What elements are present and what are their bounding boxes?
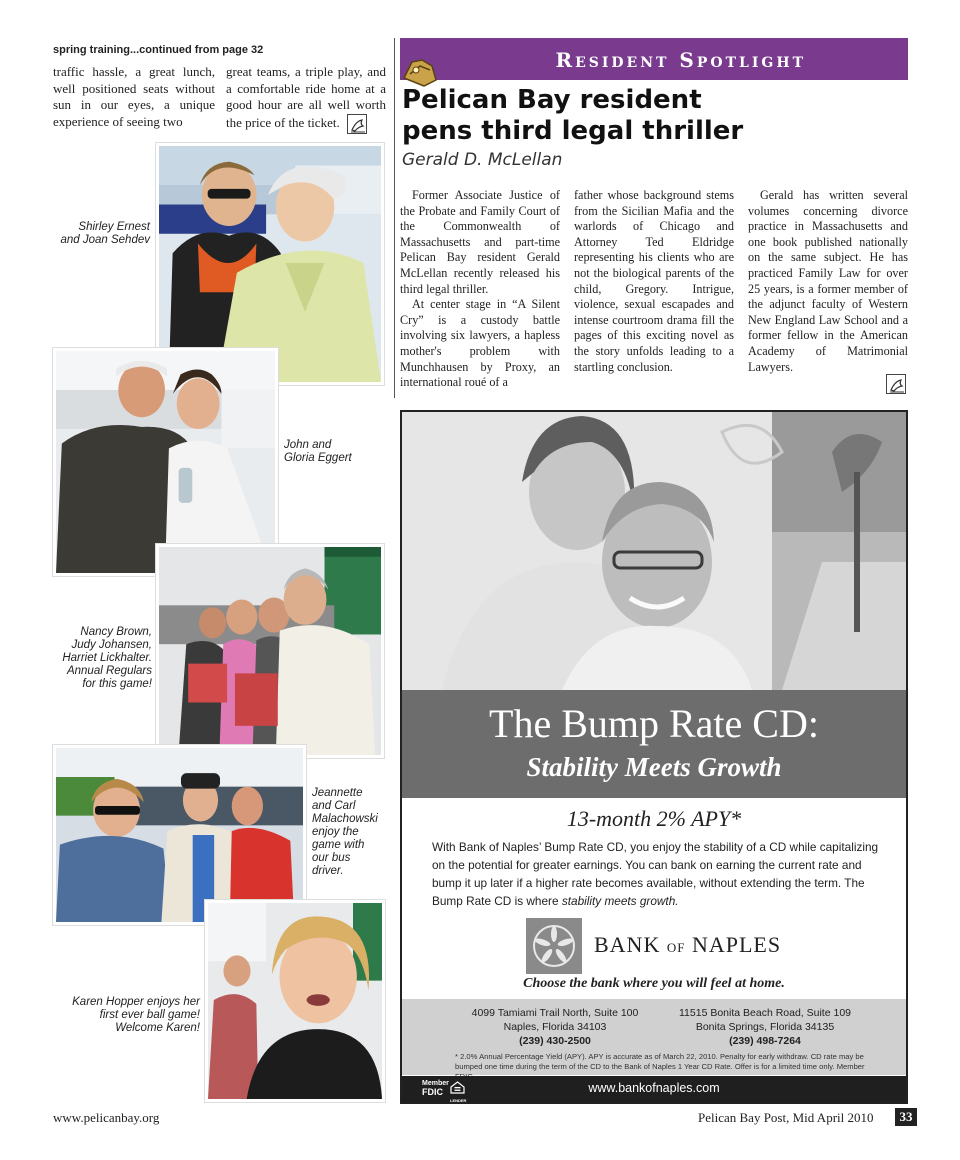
footer-website[interactable]: www.pelicanbay.org [53, 1110, 160, 1125]
caption-photo-1: Shirley Ernest and Joan Sehdev [60, 221, 150, 246]
naples-phone: (239) 430-2500 [519, 1035, 591, 1047]
caption-photo-2: John and Gloria Eggert [284, 439, 352, 464]
fdic-member: Member [422, 1080, 449, 1087]
bank-name-part-2: NAPLES [691, 932, 782, 957]
ad-apy-rate: 13-month 2% APY* [566, 806, 742, 831]
spotlight-logo-icon [402, 56, 440, 88]
bank-website-link[interactable]: www.bankofnaples.com [588, 1081, 720, 1095]
equal-housing-text: LENDER [450, 1098, 467, 1103]
article-byline: Gerald D. McLellan [402, 150, 563, 170]
ad-subtitle: Stability Meets Growth [526, 752, 782, 782]
ad-body-main: With Bank of Naples’ Bump Rate CD, you enjoy the stability of a CD while capitalizing on the potential for greater earnings. You can bank on earning the current rate and bump it up later if a higher rate becomes available, without extending the term. The Bump Rate CD is where [432, 840, 879, 908]
ad-title: The Bump Rate CD: [489, 701, 819, 746]
article-paragraph-1: Former Associate Justice of the Probate and Family Court of the Commonwealth of Massachusetts and part-time Pelican Bay resident Gerald McLellan recently released his third legal thriller. [400, 188, 560, 296]
bonita-phone: (239) 498-7264 [729, 1035, 801, 1047]
continuation-text-2: great teams, a triple play, and a comfortable ride home at a good hour are all well worth the price of the ticket. [226, 64, 386, 130]
article-column-3 [748, 188, 908, 375]
continuation-column-2 [226, 64, 386, 134]
article-paragraph-2: At center stage in “A Silent Cry” is a custody battle involving six lawyers, a hapless mother's problem with Munchhausen by Proxy, an international roué of a [400, 297, 560, 390]
spotlight-banner-text: Resident Spotlight [555, 48, 806, 72]
article-column-1 [400, 188, 560, 391]
article-column-2 [574, 188, 734, 375]
bank-name [594, 932, 781, 958]
sand-dollar-logo-icon [526, 918, 582, 974]
fdic-label: FDIC [422, 1087, 443, 1097]
article-paragraph-3: father whose background stems from the Sicilian Mafia and the warlords of Chicago and Attorney Ted Eldridge representing his clients who are not the biological parents of the child, Gregory. Intrigue, violence, sexual escapades and intense courtroom drama fill the pages of this exciting novel as the story unfolds leading to a startling conclusion. [574, 188, 734, 374]
branch-address-bonita [660, 1006, 870, 1048]
bank-name-of: OF [666, 940, 686, 955]
ad-body-text [432, 838, 880, 910]
headline-line-2: pens third legal thriller [402, 116, 744, 146]
ad-couple-photo [402, 412, 906, 690]
bonita-street: 11515 Bonita Beach Road, Suite 109 [678, 1007, 852, 1019]
page-number: 33 [895, 1108, 917, 1126]
article-paragraph-4: Gerald has written several volumes concerning divorce practice in Massachusetts and one book published nationally on the same subject. He has practiced Family Law for over 25 years, is a former member of the adjunct faculty of Western New England Law School and a former fellow in the American Academy of Matrimonial Lawyers. [748, 188, 908, 374]
continuation-heading: spring training...continued from page 32 [53, 44, 264, 56]
branch-address-naples [450, 1006, 660, 1048]
photo-john-gloria [53, 348, 278, 576]
article-headline [402, 85, 743, 147]
caption-photo-3: Nancy Brown, Judy Johansen, Harriet Lickhalter. Annual Regulars for this game! [62, 626, 152, 690]
caption-photo-5: Karen Hopper enjoys her first ever ball game! Welcome Karen! [72, 996, 200, 1034]
pelican-endmark-icon [347, 114, 367, 134]
footer-publication: Pelican Bay Post, Mid April 2010 [698, 1110, 874, 1125]
naples-street: 4099 Tamiami Trail North, Suite 100 [471, 1007, 639, 1019]
pelican-endmark-icon [886, 374, 906, 394]
ad-body-italic: stability meets growth. [561, 894, 679, 908]
naples-city: Naples, Florida 34103 [503, 1021, 607, 1033]
headline-line-1: Pelican Bay resident [402, 85, 702, 115]
spotlight-banner [400, 38, 908, 80]
ad-tagline: Choose the bank where you will feel at home. [523, 976, 785, 991]
column-divider [394, 38, 395, 398]
bank-name-part-1: BANK [594, 932, 661, 957]
bonita-city: Bonita Springs, Florida 34135 [695, 1021, 835, 1033]
photo-karen-hopper [205, 900, 385, 1102]
continuation-column-1: traffic hassle, a great lunch, well positioned seats without sun in our eyes, a unique experience of seeing two [53, 64, 215, 129]
photo-annual-regulars [156, 544, 384, 758]
ad-fine-print: * 2.0% Annual Percentage Yield (APY). APY is accurate as of March 22, 2010. Penalty for early withdraw. CD rate may be bumped one time during the term of the CD to the Bank of Naples 1 Year CD Rate. Offer is for a limited time only. Member [455, 1052, 865, 1071]
caption-photo-4: Jeannette and Carl Malachowski enjoy the game with our bus driver. [312, 787, 378, 877]
photo-malachowski [53, 745, 306, 925]
